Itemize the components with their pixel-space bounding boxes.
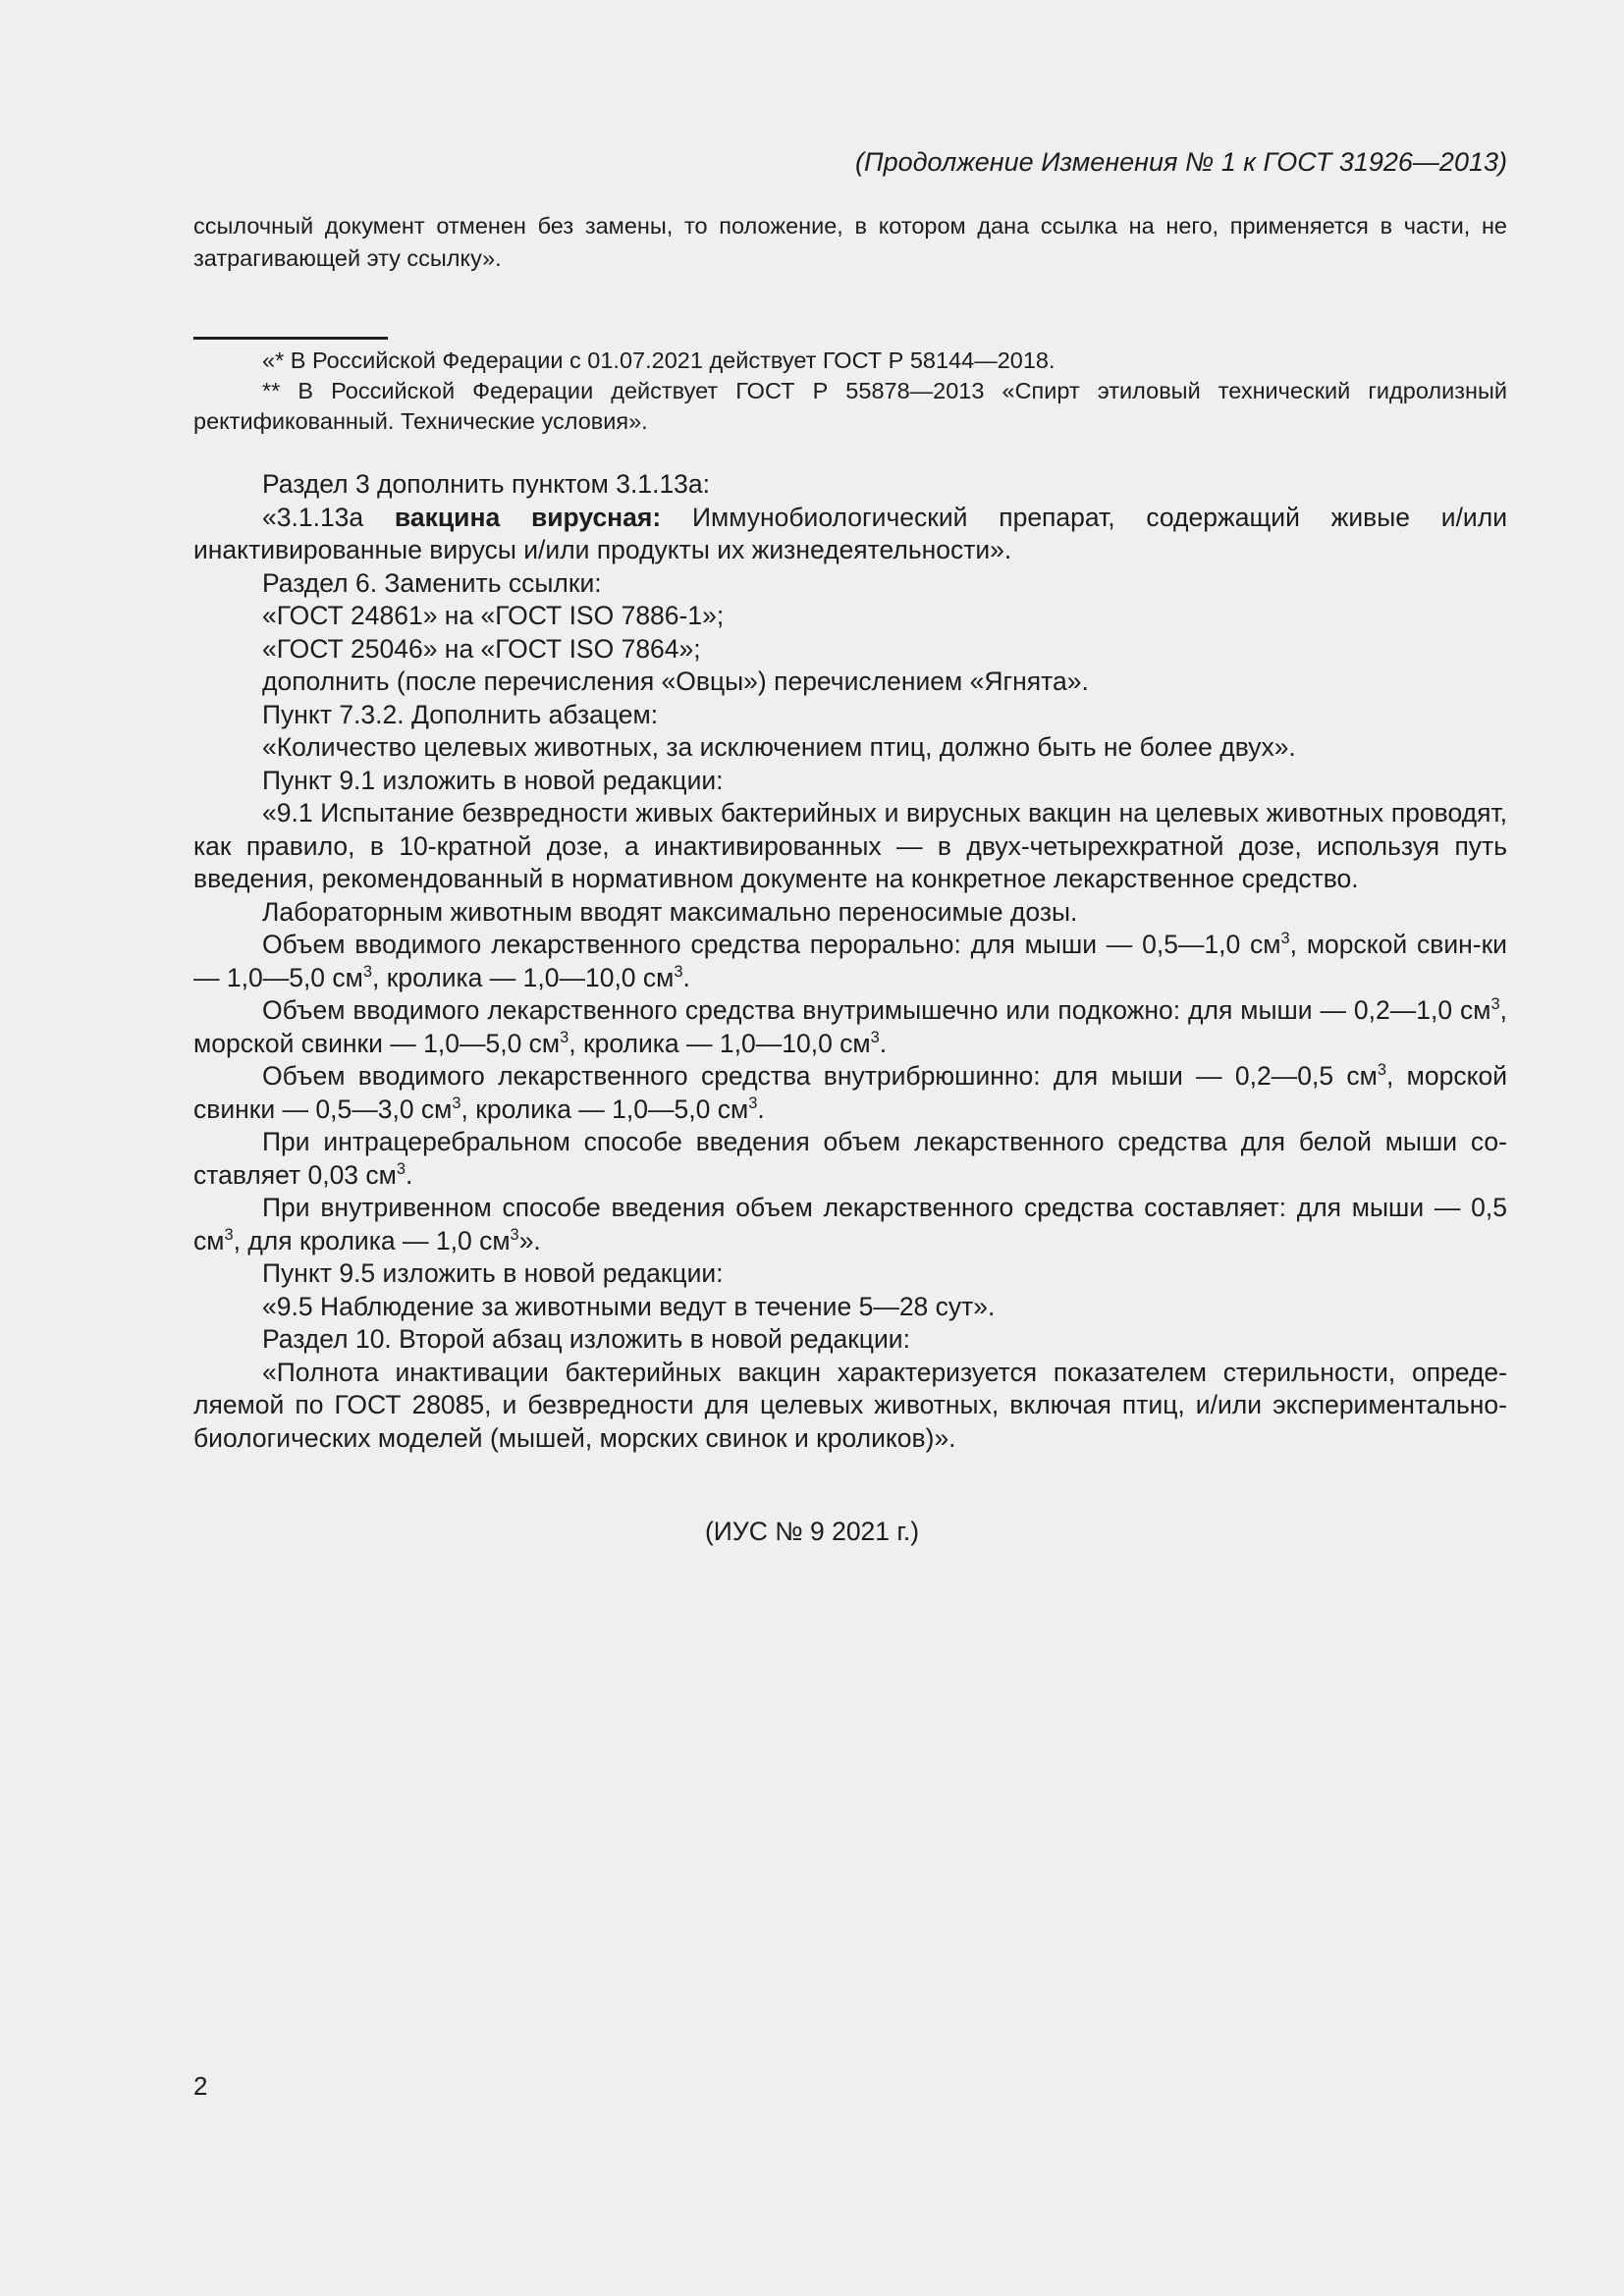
page-number: 2 [193,2071,208,2101]
footnote-1: «* В Российской Федерации с 01.07.2021 действует ГОСТ Р 58144—2018. [262,347,1056,373]
paragraph: «Полнота инактивации бактерийных вакцин характеризуется показателем стерильности, опреде-ляемой по ГОСТ 28085, и безвредности для целевых животных, включая птиц, и/или экспериментально-биологических моделей (мышей, морских свинок и кроликов)». [193,1357,1507,1453]
paragraph: Раздел 10. Второй абзац изложить в новой редакции: [262,1324,910,1354]
superscript: 3 [560,1028,569,1046]
superscript: 3 [362,962,373,981]
ius-reference: (ИУС № 9 2021 г.) [704,1517,920,1546]
superscript: 3 [748,1094,758,1112]
paragraph-definition [193,502,1507,567]
amendment-body [193,468,1507,1455]
paragraph-dose: Объем вводимого лекарственного средства внутрибрюшинно: для мыши — 0,2—0,5 $см^3$, морской свинки — 0,5—3,0 $см^3$, кролика — 1,0—5,0 $см^3$. [193,1061,1507,1124]
paragraph: Пункт 9.1 изложить в новой редакции: [262,765,724,795]
definition-term: вакцина вирусная: [394,502,662,532]
superscript: 3 [1377,1061,1386,1080]
paragraph: Пункт 7.3.2. Дополнить абзацем: [262,699,659,729]
superscript: 3 [1490,995,1500,1014]
paragraph: Раздел 6. Заменить ссылки: [262,567,602,598]
paragraph: Лабораторным животным вводят максимально переносимые дозы. [262,896,1078,927]
paragraph-dose: При интрацеребральном способе введения объем лекарственного средства для белой мыши со-ставляет 0,03 $см^3$. [193,1127,1507,1190]
paragraph-dose: Объем вводимого лекарственного средства внутримышечно или подкожно: для мыши — 0,2—1,0 $см^3$, морской свинки — 1,0—5,0 $см^3$, кролика — 1,0—10,0 $см^3$. [193,995,1507,1058]
definition-text: Иммунобиологический препарат, содержащий живые и/или инактивированные вирусы и/или продукты их жизнедеятельности». [193,502,1507,564]
paragraph-dose: Объем вводимого лекарственного средства перорально: для мыши — 0,5—1,0 $см^3$, морской свин-ки — 1,0—5,0 $см^3$, кролика — 1,0—10,0 $см^3$. [193,930,1507,992]
paragraph: дополнить (после перечисления «Овцы») перечислением «Ягнята». [262,667,1089,696]
footnotes [193,346,1507,437]
footnote-separator [193,337,388,340]
superscript: 3 [1280,930,1290,948]
paragraph: «ГОСТ 25046» на «ГОСТ ISO 7864»; [262,633,701,664]
superscript: 3 [870,1028,880,1046]
paragraph: «ГОСТ 24861» на «ГОСТ ISO 7886-1»; [262,601,725,630]
footnote-2: ** В Российской Федерации действует ГОСТ Р 55878—2013 «Спирт этиловый технический гидролизный ректификованный. Технические условия». [193,378,1507,434]
running-header: (Продолжение Изменения № 1 к ГОСТ 31926—2013) [855,147,1507,177]
continuation-text: ссылочный документ отменен без замены, то положение, в котором дана ссылка на него, применяется в части, не затрагивающей эту ссылку». [193,213,1507,271]
superscript: 3 [224,1225,234,1244]
superscript: 3 [674,962,683,981]
paragraph: Раздел 3 дополнить пунктом 3.1.13а: [262,469,711,499]
paragraph: «Количество целевых животных, за исключением птиц, должно быть не более двух». [262,732,1296,762]
paragraph: «9.1 Испытание безвредности живых бактерийных и вирусных вакцин на целевых животных проводят, как правило, в 10-кратной дозе, а инактивированных — в двух-четырехкратной дозе, используя путь введения, рекомендованный в нормативном документе на конкретное лекарственное средство. [193,798,1507,893]
definition-number: «3.1.13а [262,502,395,532]
superscript: 3 [510,1225,519,1244]
paragraph: «9.5 Наблюдение за животными ведут в течение 5—28 сут». [262,1291,996,1321]
paragraph-dose: При внутривенном способе введения объем лекарственного средства составляет: для мыши — 0,5 $см^3$, для кролика — 1,0 $см^3$». [193,1193,1507,1255]
superscript: 3 [452,1094,461,1112]
superscript: 3 [396,1159,406,1178]
paragraph: Пункт 9.5 изложить в новой редакции: [262,1258,724,1288]
